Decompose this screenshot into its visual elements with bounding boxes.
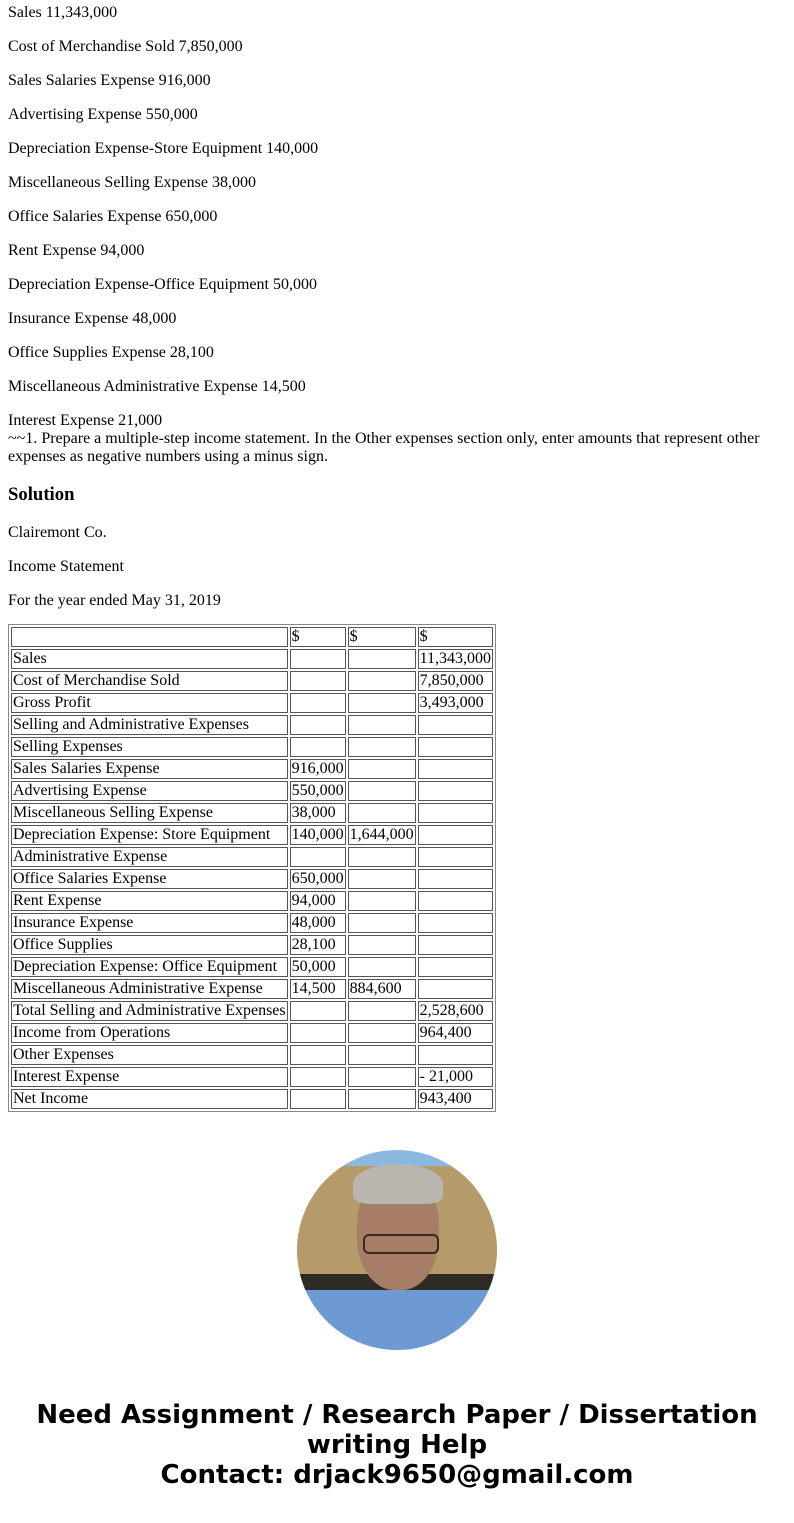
amount-cell [348, 1045, 416, 1065]
amount-cell [348, 957, 416, 977]
amount-cell: 550,000 [291, 782, 344, 799]
amount-cell: 2,528,600 [418, 1001, 493, 1021]
instruction: ~~1. Prepare a multiple-step income statement. In the Other expenses section only, enter amounts that represent other expenses as negative numbers using a minus sign. [8, 430, 760, 465]
amount-cell [348, 1089, 416, 1109]
income-statement-table [8, 624, 496, 1112]
amount-cell [348, 847, 416, 867]
amount-cell [348, 759, 416, 779]
table-row [11, 737, 493, 757]
amount-cell: 7,850,000 [418, 671, 493, 691]
amount-cell [348, 693, 416, 713]
row-label: Gross Profit [11, 693, 288, 713]
row-label: Rent Expense [11, 891, 288, 911]
amount-cell [290, 671, 346, 691]
question-line: Advertising Expense 550,000 [8, 106, 198, 123]
author-avatar [297, 1150, 497, 1350]
amount-cell [348, 935, 416, 955]
amount-cell [418, 825, 493, 845]
table-row [11, 715, 493, 735]
amount-cell [418, 935, 493, 955]
table-row [11, 1001, 493, 1021]
question-line: Depreciation Expense-Store Equipment 140,000 [8, 140, 319, 157]
amount-cell [290, 737, 346, 757]
question-line: Depreciation Expense-Office Equipment 50,000 [8, 276, 317, 293]
amount-cell: - 21,000 [418, 1067, 493, 1087]
promo-contact: Contact: drjack9650@gmail.com [160, 1460, 634, 1490]
row-label: Sales Salaries Expense [11, 759, 288, 779]
amount-cell: 884,600 [348, 979, 416, 999]
amount-cell [290, 693, 346, 713]
row-label: Income from Operations [11, 1023, 288, 1043]
amount-cell [418, 891, 493, 911]
amount-cell [418, 1045, 493, 1065]
question-line: Miscellaneous Selling Expense 38,000 [8, 174, 256, 191]
amount-cell [290, 1045, 346, 1065]
amount-cell [348, 715, 416, 735]
row-label: Office Supplies [11, 935, 288, 955]
question-line: Rent Expense 94,000 [8, 242, 145, 259]
amount-cell [290, 847, 346, 867]
statement-title: Income Statement [8, 558, 124, 575]
question-line: Office Supplies Expense 28,100 [8, 344, 214, 361]
amount-cell: $ [290, 627, 346, 647]
amount-cell: 964,400 [418, 1023, 493, 1043]
question-line: Miscellaneous Administrative Expense 14,500 [8, 378, 306, 395]
amount-cell: 94,000 [290, 891, 346, 911]
question-line: Interest Expense 21,000 [8, 412, 163, 429]
amount-cell [348, 803, 416, 823]
row-label: Depreciation Expense: Store Equipment [11, 825, 288, 845]
amount-cell [290, 1023, 346, 1043]
amount-cell [418, 869, 493, 889]
statement-period: For the year ended May 31, 2019 [8, 592, 221, 609]
amount-cell [418, 847, 493, 867]
table-row [11, 913, 493, 933]
amount-cell: 14,500 [290, 979, 346, 999]
amount-cell: 140,000 [291, 826, 344, 843]
amount-cell [290, 1001, 346, 1021]
amount-cell [418, 781, 493, 801]
amount-cell: 650,000 [291, 870, 344, 887]
question-text [8, 4, 786, 430]
table-row [11, 671, 493, 691]
amount-cell: $ [348, 627, 416, 647]
amount-cell: 28,100 [290, 935, 346, 955]
table-row [11, 649, 493, 669]
amount-cell: 943,400 [418, 1089, 493, 1109]
amount-cell [348, 1001, 416, 1021]
table-row [11, 957, 493, 977]
table-row [11, 825, 493, 845]
table-row [11, 781, 493, 801]
amount-cell [418, 737, 493, 757]
row-label: Advertising Expense [11, 781, 288, 801]
table-row [11, 803, 493, 823]
table-row [11, 693, 493, 713]
row-label: Office Salaries Expense [11, 869, 288, 889]
question-line: Sales 11,343,000 [8, 4, 118, 21]
row-label: Depreciation Expense: Office Equipment [11, 957, 288, 977]
table-row [11, 1023, 493, 1043]
table-row [11, 891, 493, 911]
row-label: Selling and Administrative Expenses [11, 715, 288, 735]
question-line: Office Salaries Expense 650,000 [8, 208, 218, 225]
amount-cell [418, 803, 493, 823]
question-line: Sales Salaries Expense 916,000 [8, 72, 211, 89]
row-label [11, 627, 288, 647]
amount-cell [348, 649, 416, 669]
row-label: Miscellaneous Administrative Expense [11, 979, 288, 999]
amount-cell [418, 759, 493, 779]
question-line: Cost of Merchandise Sold 7,850,000 [8, 38, 243, 55]
row-label: Administrative Expense [11, 847, 288, 867]
table-row [11, 935, 493, 955]
row-label: Total Selling and Administrative Expenses [13, 1002, 286, 1019]
table-row [11, 1045, 493, 1065]
promo-banner [8, 1400, 786, 1490]
table-row [11, 1089, 493, 1109]
amount-cell [418, 715, 493, 735]
amount-cell [348, 869, 416, 889]
amount-cell [348, 891, 416, 911]
amount-cell [348, 913, 416, 933]
amount-cell [348, 1023, 416, 1043]
amount-cell: 48,000 [290, 913, 346, 933]
row-label: Miscellaneous Selling Expense [11, 803, 288, 823]
row-label: Other Expenses [11, 1045, 288, 1065]
amount-cell [348, 671, 416, 691]
solution-heading: Solution [8, 484, 75, 505]
amount-cell: $ [418, 627, 493, 647]
row-label: Insurance Expense [11, 913, 288, 933]
table-row [11, 1067, 493, 1087]
promo-text: Need Assignment / Research Paper / Dissertation writing Help [36, 1400, 758, 1460]
row-label: Net Income [11, 1089, 288, 1109]
amount-cell: 38,000 [290, 803, 346, 823]
row-label: Cost of Merchandise Sold [11, 671, 288, 691]
amount-cell [348, 737, 416, 757]
amount-cell: 916,000 [291, 760, 344, 777]
table-row [11, 847, 493, 867]
amount-cell [290, 649, 346, 669]
amount-cell [348, 1067, 416, 1087]
amount-cell: 3,493,000 [418, 693, 493, 713]
amount-cell [418, 957, 493, 977]
table-row [11, 627, 493, 647]
row-label: Sales [11, 649, 288, 669]
row-label: Selling Expenses [11, 737, 288, 757]
row-label: Interest Expense [11, 1067, 288, 1087]
amount-cell [290, 715, 346, 735]
amount-cell [418, 913, 493, 933]
question-line: Insurance Expense 48,000 [8, 310, 177, 327]
amount-cell: 11,343,000 [419, 650, 492, 667]
table-row [11, 759, 493, 779]
amount-cell [290, 1067, 346, 1087]
amount-cell [290, 1089, 346, 1109]
amount-cell [348, 781, 416, 801]
table-row [11, 979, 493, 999]
company-name: Clairemont Co. [8, 524, 107, 541]
table-row [11, 869, 493, 889]
amount-cell: 1,644,000 [349, 826, 414, 843]
amount-cell: 50,000 [290, 957, 346, 977]
amount-cell [418, 979, 493, 999]
